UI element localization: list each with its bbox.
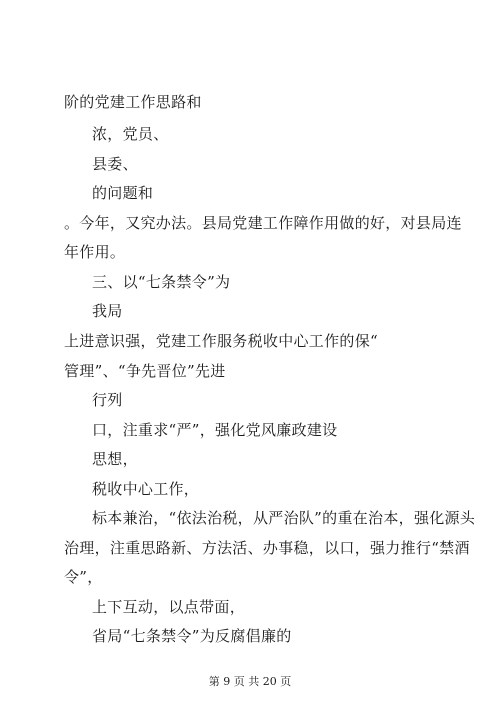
text-line: 上进意识强，党建工作服务税收中心工作的保“: [64, 332, 378, 350]
text-line: 浓，党员、: [92, 125, 169, 143]
text-line: 的问题和: [92, 184, 154, 202]
text-line: 标本兼治，“依法治税，从严治队”的重在治本，强化源头: [92, 509, 476, 527]
text-line: 令”，: [64, 568, 103, 586]
text-line: 思想，: [92, 450, 138, 468]
text-line: 我局: [92, 302, 123, 320]
text-line: 省局“七条禁令”为反腐倡廉的: [92, 627, 292, 645]
text-line: 口，注重求“严”，强化党风廉政建设: [92, 421, 338, 439]
text-line: 行列: [92, 391, 123, 409]
text-line: 管理”、“争先晋位”先进: [64, 362, 226, 380]
text-line: 税收中心工作，: [92, 480, 200, 498]
text-line: 。今年，又究办法。县局党建工作障作用做的好，对县局连: [64, 214, 462, 232]
text-line: 上下互动，以点带面，: [92, 598, 246, 616]
text-line: 阶的党建工作思路和: [64, 93, 202, 111]
text-line: 治理，注重思路新、方法活、办事稳，以口，强力推行“禁酒: [64, 539, 470, 557]
page-footer: 第 9 页 共 20 页: [208, 675, 292, 688]
text-line: 年作用。: [64, 243, 126, 261]
text-line: 县委、: [92, 155, 138, 173]
text-line: 三、以“七条禁令”为: [92, 273, 231, 291]
